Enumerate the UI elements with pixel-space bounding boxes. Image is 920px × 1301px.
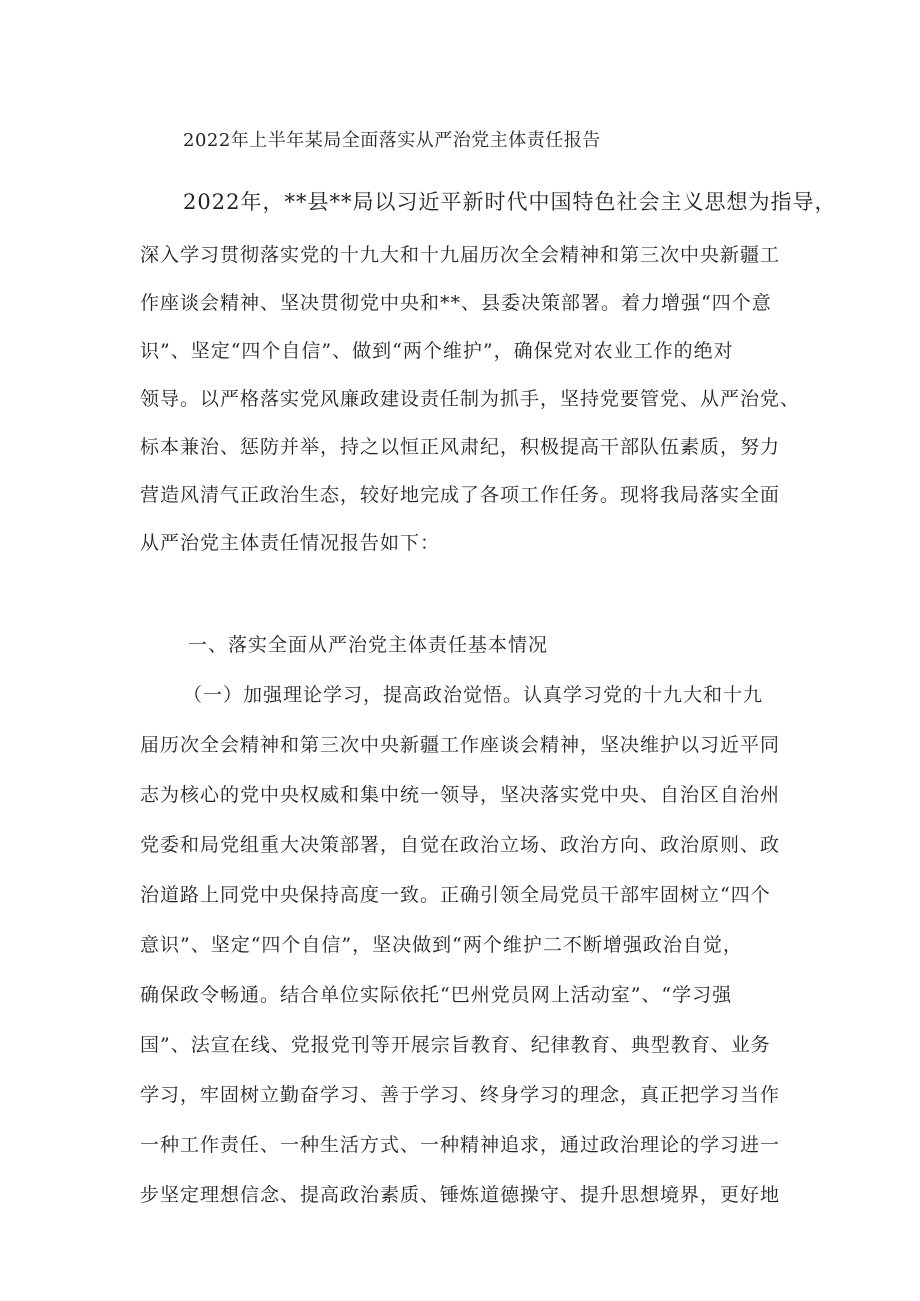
intro-line-8: 从严治党主体责任情况报告如下： bbox=[140, 532, 441, 554]
intro-line-7: 营造风清气正政治生态，较好地完成了各项工作任务。现将我局落实全面 bbox=[140, 484, 781, 506]
body-line-8: 国”、法宣在线、党报党刊等开展宗旨教育、纪律教育、典型教育、业务 bbox=[140, 1034, 771, 1056]
intro-line-4: 识”、坚定“四个自信”、做到“两个维护”，确保党对农业工作的绝对 bbox=[140, 340, 734, 362]
body-line-3: 志为核心的党中央权威和集中统一领导，坚决落实党中央、自治区自治州 bbox=[140, 784, 781, 806]
body-line-11: 步坚定理想信念、提高政治素质、锤炼道德操守、提升思想境界，更好地 bbox=[140, 1184, 781, 1206]
body-line-5: 治道路上同党中央保持高度一致。正确引领全局党员干部牢固树立“四个 bbox=[140, 884, 771, 906]
body-line-2: 届历次全会精神和第三次中央新疆工作座谈会精神，坚决维护以习近平同 bbox=[140, 734, 781, 756]
intro-line-1: 2022年，**县**局以习近平新时代中国特色社会主义思想为指导， bbox=[183, 190, 837, 214]
intro-line-2: 深入学习贯彻落实党的十九大和十九届历次全会精神和第三次中央新疆工 bbox=[140, 244, 781, 266]
section-heading: 一、落实全面从严治党主体责任基本情况 bbox=[188, 634, 549, 656]
intro-line-6: 标本兼治、惩防并举，持之以恒正风肃纪，积极提高干部队伍素质，努力 bbox=[140, 436, 781, 458]
body-line-9: 学习，牢固树立勤奋学习、善于学习、终身学习的理念，真正把学习当作 bbox=[140, 1084, 781, 1106]
intro-line-3: 作座谈会精神、坚决贯彻党中央和**、县委决策部署。着力增强“四个意 bbox=[140, 292, 772, 314]
body-line-10: 一种工作责任、一种生活方式、一种精神追求，通过政治理论的学习进一 bbox=[140, 1134, 781, 1156]
intro-line-5: 领导。以严格落实党风廉政建设责任制为抓手，坚持党要管党、从严治党、 bbox=[140, 388, 801, 410]
body-line-6: 意识”、坚定“四个自信”，坚决做到“两个维护二不断增强政治自觉， bbox=[140, 934, 743, 956]
body-line-7: 确保政令畅通。结合单位实际依托“巴州党员网上活动室”、“学习强 bbox=[140, 984, 733, 1006]
body-line-4: 党委和局党组重大决策部署，自觉在政治立场、政治方向、政治原则、政 bbox=[140, 834, 781, 856]
body-line-1: （一）加强理论学习，提高政治觉悟。认真学习党的十九大和十九 bbox=[183, 684, 764, 706]
document-title: 2022年上半年某局全面落实从严治党主体责任报告 bbox=[183, 130, 601, 151]
